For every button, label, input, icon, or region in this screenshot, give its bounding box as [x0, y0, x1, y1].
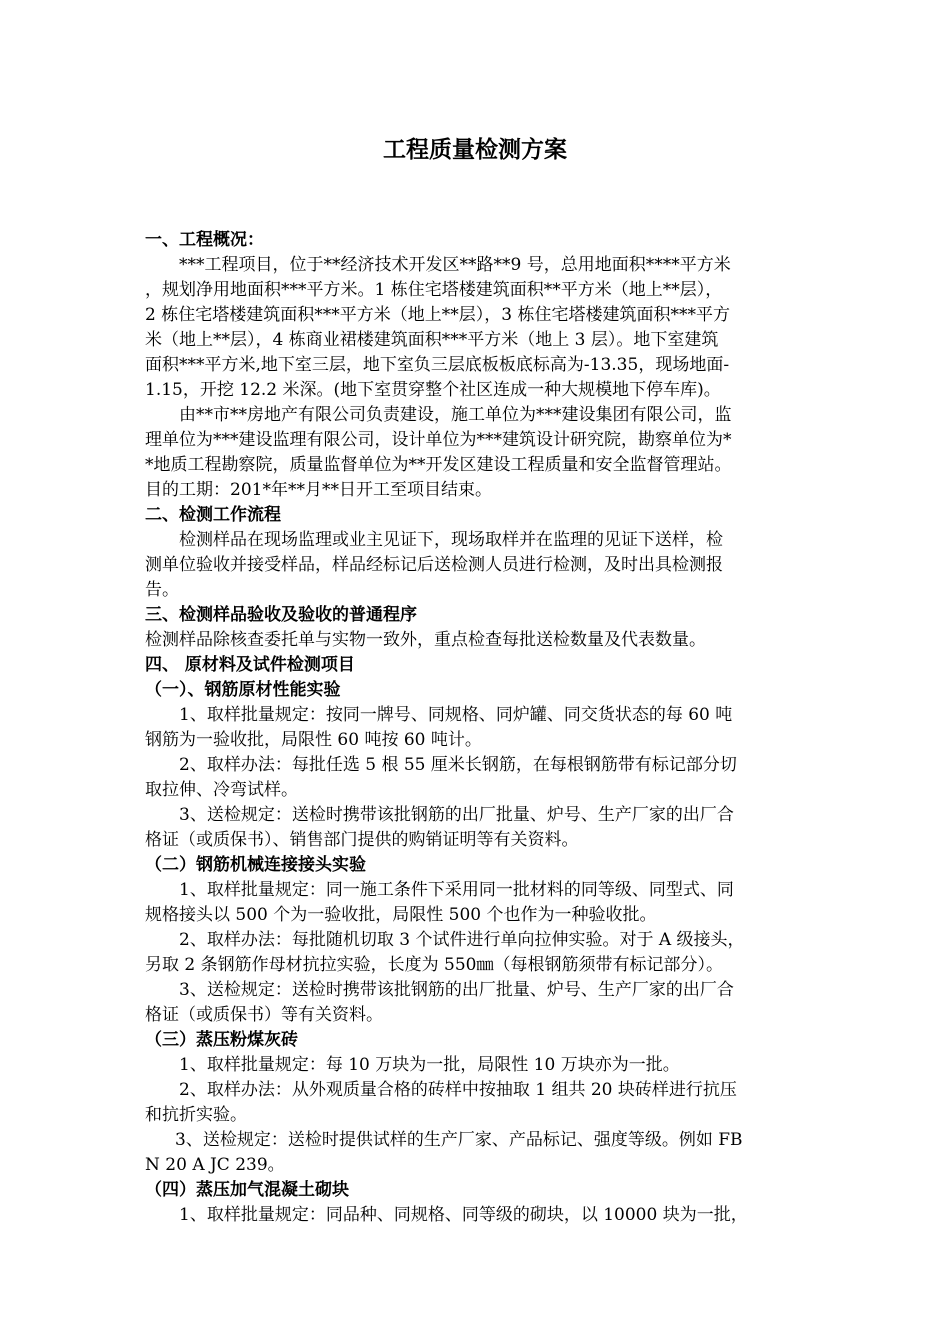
list-item: [145, 1053, 813, 1078]
text-line: 1、取样批量规定：按同一牌号、同规格、同炉罐、同交货状态的每 60 吨: [179, 705, 733, 725]
text-line: 和抗折实验。: [145, 1105, 247, 1125]
paragraph: [145, 403, 813, 503]
subsection-heading: （二）钢筋机械连接接头实验: [145, 855, 366, 875]
text-line: 2、取样办法：从外观质量合格的砖样中按抽取 1 组共 20 块砖样进行抗压: [179, 1080, 737, 1100]
text-line: 1.15，开挖 12.2 米深。(地下室贯穿整个社区连成一种大规模地下停车库)。: [145, 380, 721, 400]
paragraph: [145, 628, 813, 653]
subsection-heading: （三）蒸压粉煤灰砖: [145, 1030, 298, 1050]
section-heading: 一、工程概况：: [145, 230, 264, 250]
text-line: 检测样品在现场监理或业主见证下，现场取样并在监理的见证下送样，检: [179, 530, 723, 550]
text-line: 由**市**房地产有限公司负责建设，施工单位为***建设集团有限公司，监: [179, 405, 732, 425]
text-line: 格证（或质保书）、销售部门提供的购销证明等有关资料。: [145, 830, 579, 850]
section-heading: 二、检测工作流程: [145, 505, 281, 525]
text-line: 3、送检规定：送检时提供试样的生产厂家、产品标记、强度等级。例如 FB: [175, 1130, 743, 1150]
subsection-heading: （四）蒸压加气混凝土砌块: [145, 1180, 349, 1200]
list-item: [145, 878, 813, 928]
text-line: 面积***平方米,地下室三层，地下室负三层底板板底标高为-13.35，现场地面-: [145, 355, 730, 375]
paragraph: [145, 253, 813, 403]
text-line: 3、送检规定：送检时携带该批钢筋的出厂批量、炉号、生产厂家的出厂合: [179, 980, 734, 1000]
list-item: [145, 928, 813, 978]
text-line: 1、取样批量规定：同品种、同规格、同等级的砌块，以 10000 块为一批，: [179, 1205, 748, 1225]
document-title: 工程质量检测方案: [383, 137, 567, 163]
text-line: 告。: [145, 580, 179, 600]
text-line: 目的工期：201*年**月**日开工至项目结束。: [145, 480, 492, 500]
text-line: 另取 2 条钢筋作母材抗拉实验，长度为 550㎜（每根钢筋须带有标记部分）。: [145, 955, 723, 975]
list-item: [145, 1078, 813, 1128]
list-item: [145, 753, 813, 803]
text-line: 3、送检规定：送检时携带该批钢筋的出厂批量、炉号、生产厂家的出厂合: [179, 805, 734, 825]
text-line: 1、取样批量规定：同一施工条件下采用同一批材料的同等级、同型式、同: [179, 880, 734, 900]
text-line: 格证（或质保书）等有关资料。: [145, 1005, 383, 1025]
list-item: [145, 978, 813, 1028]
list-item: [145, 1128, 813, 1178]
text-line: 2、取样办法：每批任选 5 根 55 厘米长钢筋，在每根钢筋带有标记部分切: [179, 755, 737, 775]
text-line: 2、取样办法：每批随机切取 3 个试件进行单向拉伸实验。对于 A 级接头，: [179, 930, 745, 950]
text-line: 检测样品除核查委托单与实物一致外，重点检查每批送检数量及代表数量。: [145, 630, 706, 650]
text-line: *地质工程勘察院，质量监督单位为**开发区建设工程质量和安全监督管理站。: [145, 455, 732, 475]
text-line: 规格接头以 500 个为一验收批，局限性 500 个也作为一种验收批。: [145, 905, 657, 925]
section-heading: 四、 原材料及试件检测项目: [145, 655, 355, 675]
text-line: 米（地上**层），4 栋商业裙楼建筑面积***平方米（地上 3 层）。地下室建筑: [145, 330, 719, 350]
section-heading: 三、检测样品验收及验收的普通程序: [145, 605, 417, 625]
subsection-heading: （一）、钢筋原材性能实验: [145, 680, 341, 700]
list-item: [145, 803, 813, 853]
text-line: 测单位验收并接受样品，样品经标记后送检测人员进行检测，及时出具检测报: [145, 555, 723, 575]
list-item: [145, 1203, 813, 1228]
paragraph: [145, 528, 813, 603]
text-line: 2 栋住宅塔楼建筑面积***平方米（地上**层），3 栋住宅塔楼建筑面积***平方: [145, 305, 730, 325]
text-line: 1、取样批量规定：每 10 万块为一批，局限性 10 万块亦为一批。: [179, 1055, 680, 1075]
text-line: ***工程项目，位于**经济技术开发区**路**9 号，总用地面积****平方米: [179, 255, 731, 275]
text-line: 理单位为***建设监理有限公司，设计单位为***建筑设计研究院，勘察单位为*: [145, 430, 732, 450]
text-line: N 20 A JC 239。: [145, 1155, 285, 1175]
text-line: ，规划净用地面积***平方米。1 栋住宅塔楼建筑面积**平方米（地上**层），: [145, 280, 723, 300]
list-item: [145, 703, 813, 753]
document-body: [145, 228, 813, 1228]
text-line: 钢筋为一验收批，局限性 60 吨按 60 吨计。: [145, 730, 482, 750]
text-line: 取拉伸、冷弯试样。: [145, 780, 298, 800]
